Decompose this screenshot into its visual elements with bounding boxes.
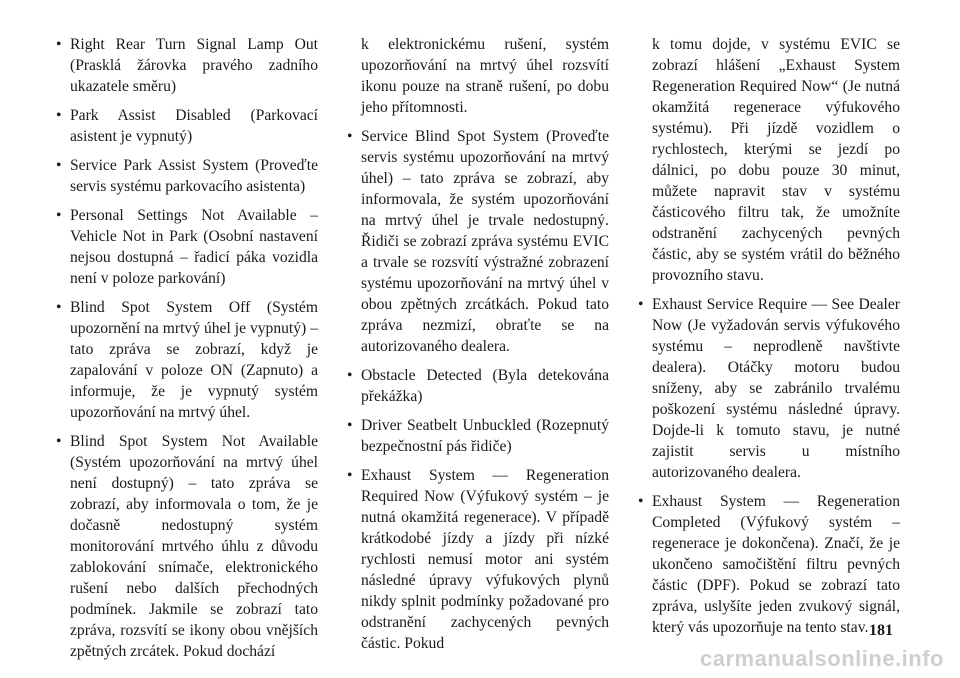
continuation-paragraph: k tomu dojde, v systému EVIC se zobrazí hlášení „Exhaust System Regeneration Required Now“ (Je nutná okamžitá regenerace výfukového systému). Při jízdě vozidlem o rychlostech, kterými se jezdí po dálnici, po dobu pouze 30 minut, můžete napravit stav v systému částicového filtru tak, že umožníte odstranění zachycených pevných částic, aby se systém vrátil do běžného provozního stavu. — [652, 36, 900, 284]
list-item — [347, 365, 609, 407]
page-number: 181 — [869, 622, 893, 639]
list-item — [638, 491, 900, 638]
bullet: • — [347, 467, 353, 484]
watermark: carmanualsonline.info — [700, 646, 944, 671]
list-item — [56, 34, 318, 97]
list-item-text: Right Rear Turn Signal Lamp Out (Prasklá žárovka pravého zadního ukazatele směru) — [70, 36, 318, 95]
list-item-text: Exhaust System — Regeneration Required Now (Výfukový systém – je nutná okamžitá regenerace). V případě krátkodobé jízdy a jízdy při nízké rychlosti nemusí motor ani systém následné úpravy výfukových plynů nikdy splnit podmínky požadované pro odstranění zachycených pevných částic. Pokud — [361, 467, 609, 652]
bullet: • — [56, 36, 62, 53]
list-item — [56, 297, 318, 423]
list-item-text: Exhaust Service Require — See Dealer Now (Je vyžadován servis výfukového systému – neprodleně navštivte dealera). Otáčky motoru budou sníženy, aby se zabránilo trvalému poškození systému následné úpravy. Dojde-li k tomuto stavu, je nutné zajistit servis u místního autorizovaného dealera. — [652, 296, 900, 481]
list-item-text: Park Assist Disabled (Parkovací asistent je vypnutý) — [70, 107, 318, 145]
list-item-text: Blind Spot System Not Available (Systém upozorňování na mrtvý úhel není dostupný) – tato zpráva se zobrazí, aby informovala o tom, že je dočasně nedostupný systém monitorování mrtvého úhlu z důvodu zablokování snímače, elektronického rušení nebo dalších přechodných podmínek. Jakmile se zobrazí tato zpráva, rozsvítí se ikony obou vnějších zpětných zrcátek. Pokud dochází — [70, 433, 318, 660]
list-item — [347, 465, 609, 654]
list-item — [56, 431, 318, 662]
bullet: • — [56, 157, 62, 174]
bullet: • — [347, 417, 353, 434]
bullet: • — [56, 107, 62, 124]
list-item-text: Blind Spot System Off (Systém upozornění na mrtvý úhel je vypnutý) – tato zpráva se zobrazí, když je zapalování v poloze ON (Zapnuto) a informuje, že je vypnutý systém upozorňování na mrtvý úhel. — [70, 299, 318, 421]
bullet: • — [638, 493, 644, 510]
bullet: • — [347, 128, 353, 145]
list-item-text: Service Blind Spot System (Proveďte servis systému upozorňování na mrtvý úhel) – tato zpráva se zobrazí, aby informovala, že systém upozorňování na mrtvý úhel je trvale nedostupný. Řidiči se zobrazí zpráva systému EVIC a trvale se rozsvítí výstražné zobrazení systému upozorňování na mrtvý úhel v obou zpětných zrcátkách. Pokud tato zpráva nezmizí, obraťte se na autorizovaného dealera. — [361, 128, 609, 355]
column-3 — [638, 34, 900, 646]
bullet: • — [56, 207, 62, 224]
list-item — [56, 105, 318, 147]
list-item — [56, 155, 318, 197]
list-item-text: Personal Settings Not Available – Vehicle Not in Park (Osobní nastavení nejsou dostupná – řadicí páka vozidla není v poloze parkování) — [70, 207, 318, 287]
continuation-paragraph: k elektronickému rušení, systém upozorňování na mrtvý úhel rozsvítí ikonu pouze na straně rušení, po dobu jeho přítomnosti. — [361, 36, 609, 116]
column-2 — [347, 34, 609, 662]
column-1 — [56, 34, 318, 670]
list-item — [56, 205, 318, 289]
bullet: • — [347, 367, 353, 384]
list-item — [638, 294, 900, 483]
list-item — [347, 126, 609, 357]
bullet: • — [56, 299, 62, 316]
bullet: • — [56, 433, 62, 450]
bullet: • — [638, 296, 644, 313]
list-item-text: Driver Seatbelt Unbuckled (Rozepnutý bezpečnostní pás řidiče) — [361, 417, 609, 455]
list-item-text: Obstacle Detected (Byla detekována překážka) — [361, 367, 609, 405]
list-item-text: Exhaust System — Regeneration Completed (Výfukový systém – regenerace je dokončena). Značí, že je ukončeno samočištění filtru pevných částic (DPF). Pokud se zobrazí tato zpráva, uslyšíte jeden zvukový signál, který vás upozorňuje na tento stav. — [652, 493, 900, 636]
list-item-text: Service Park Assist System (Proveďte servis systému parkovacího asistenta) — [70, 157, 318, 195]
list-item — [347, 415, 609, 457]
